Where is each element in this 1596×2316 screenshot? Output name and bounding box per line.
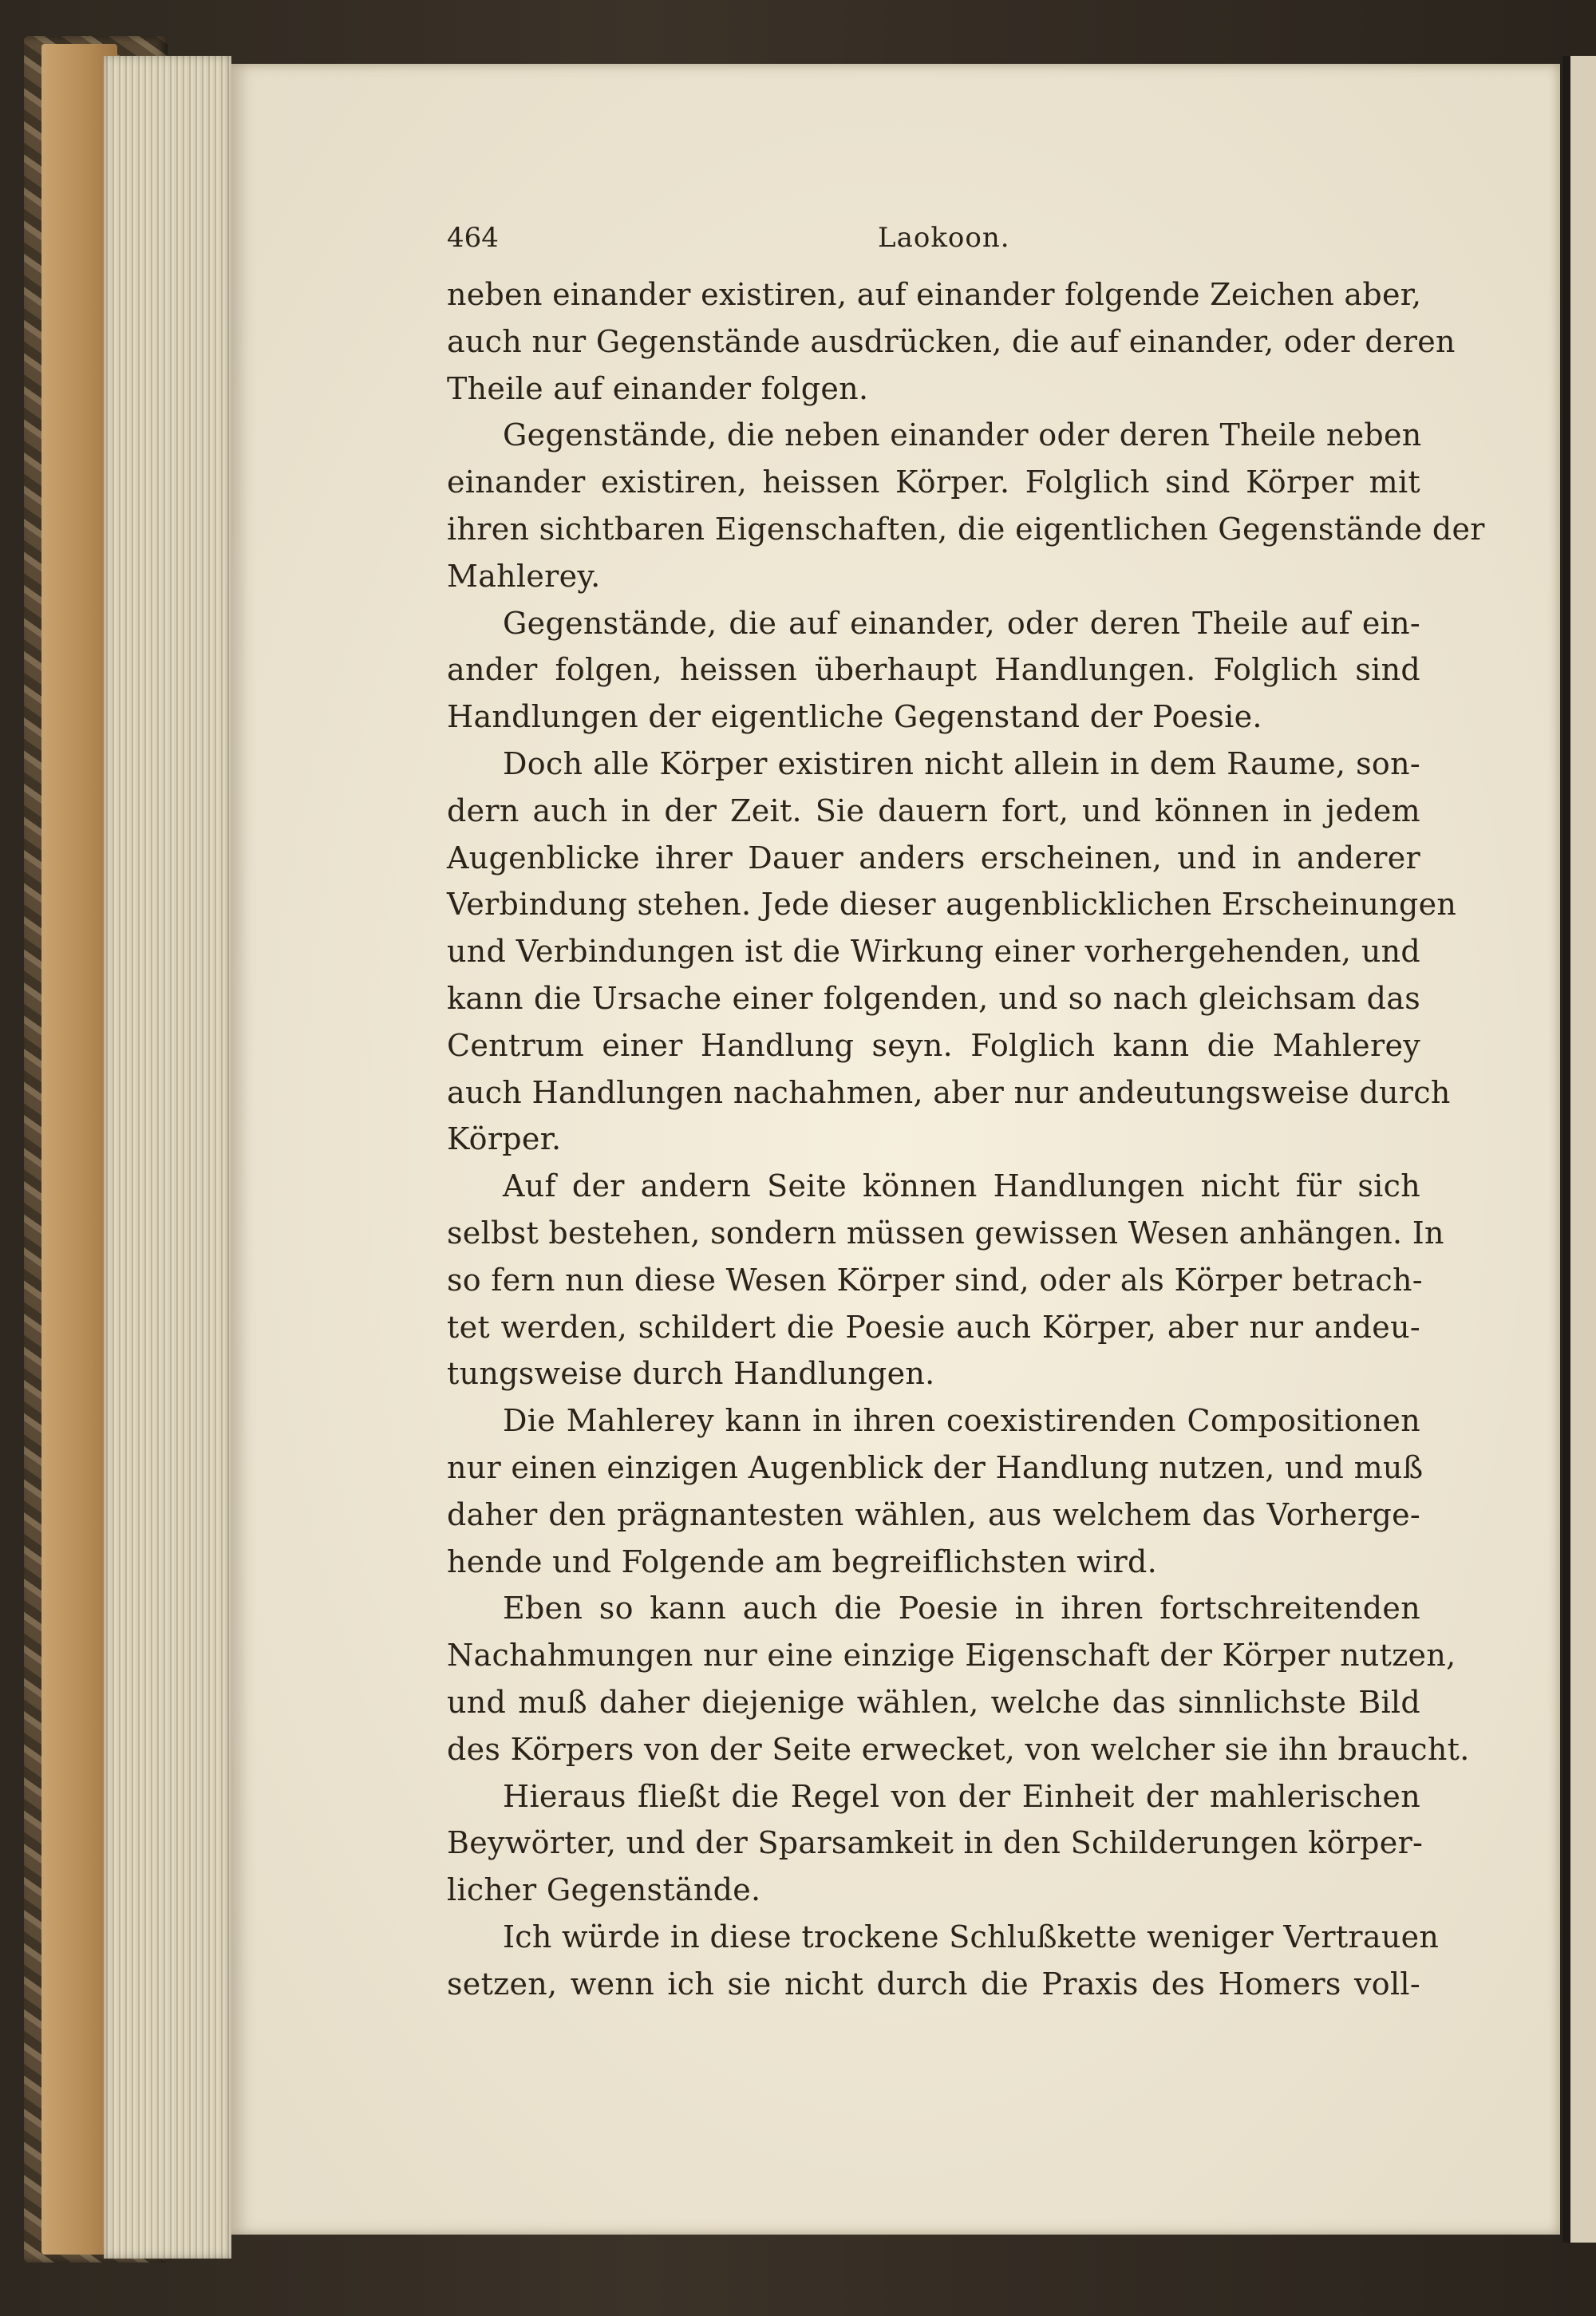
text-line: Körper.: [447, 1121, 562, 1157]
text-line: und muß daher diejenige wählen, welche das sinnlichste Bild: [447, 1684, 1420, 1720]
text-line: Verbindung stehen. Jede dieser augenblicklichen Erscheinungen: [447, 887, 1457, 923]
text-line: dern auch in der Zeit. Sie dauern fort, und können in jedem: [447, 792, 1420, 828]
text-line: und Verbindungen ist die Wirkung einer vorhergehenden, und: [447, 934, 1420, 970]
facing-page-edge: [1562, 56, 1596, 2243]
text-line: tet werden, schildert die Poesie auch Körper, aber nur andeu-: [447, 1309, 1420, 1345]
text-line: Doch alle Körper existiren nicht allein in dem Raume, son-: [503, 745, 1420, 781]
text-line: Nachahmungen nur eine einzige Eigenschaft der Körper nutzen,: [447, 1638, 1456, 1674]
text-line: Gegenstände, die neben einander oder deren Theile neben: [503, 417, 1422, 453]
text-line: daher den prägnantesten wählen, aus welchem das Vorherge-: [447, 1496, 1420, 1532]
page-text: [447, 215, 1485, 2007]
text-line: Handlungen der eigentliche Gegenstand der Poesie.: [447, 699, 1262, 735]
text-line: des Körpers von der Seite erwecket, von welcher sie ihn braucht.: [447, 1731, 1470, 1767]
text-line: ander folgen, heissen überhaupt Handlungen. Folglich sind: [447, 652, 1420, 688]
text-line: setzen, wenn ich sie nicht durch die Praxis des Homers voll-: [447, 1966, 1420, 2002]
text-line: Hieraus fließt die Regel von der Einheit der mahlerischen: [503, 1778, 1420, 1814]
text-line: Gegenstände, die auf einander, oder deren Theile auf ein-: [503, 605, 1420, 641]
text-line: licher Gegenstände.: [447, 1872, 761, 1908]
text-line: kann die Ursache einer folgenden, und so nach gleichsam das: [447, 980, 1420, 1016]
text-line: Eben so kann auch die Poesie in ihren fortschreitenden: [503, 1591, 1420, 1626]
text-line: nur einen einzigen Augenblick der Handlung nutzen, und muß: [447, 1449, 1424, 1485]
text-line: einander existiren, heissen Körper. Folglich sind Körper mit: [447, 464, 1420, 500]
running-head: Laokoon.: [878, 222, 1010, 254]
text-line: neben einander existiren, auf einander folgende Zeichen aber,: [447, 277, 1422, 312]
text-line: Beywörter, und der Sparsamkeit in den Schilderungen körper-: [447, 1825, 1424, 1861]
text-line: Theile auf einander folgen.: [447, 370, 869, 406]
text-line: Ich würde in diese trockene Schlußkette weniger Vertrauen: [503, 1919, 1440, 1954]
text-line: Centrum einer Handlung seyn. Folglich kann die Mahlerey: [447, 1027, 1420, 1063]
text-line: auch nur Gegenstände ausdrücken, die auf einander, oder deren: [447, 323, 1456, 359]
page-header: [447, 215, 1420, 271]
text-line: Augenblicke ihrer Dauer anders erscheinen, und in anderer: [447, 840, 1420, 875]
text-line: Auf der andern Seite können Handlungen nicht für sich: [503, 1168, 1420, 1204]
text-line: ihren sichtbaren Eigenschaften, die eigentlichen Gegenstände der: [447, 511, 1485, 547]
text-line: so fern nun diese Wesen Körper sind, oder als Körper betrach-: [447, 1262, 1423, 1298]
text-line: selbst bestehen, sondern müssen gewissen Wesen anhängen. In: [447, 1215, 1444, 1251]
text-line: Mahlerey.: [447, 558, 601, 594]
text-line: auch Handlungen nachahmen, aber nur andeutungsweise durch: [447, 1074, 1451, 1110]
text-line: Die Mahlerey kann in ihren coexistirenden Compositionen: [503, 1403, 1420, 1439]
page-stack: [104, 56, 231, 2259]
page-number: 464: [447, 222, 499, 254]
text-line: hende und Folgende am begreiflichsten wird.: [447, 1543, 1157, 1579]
text-line: tungsweise durch Handlungen.: [447, 1356, 935, 1392]
